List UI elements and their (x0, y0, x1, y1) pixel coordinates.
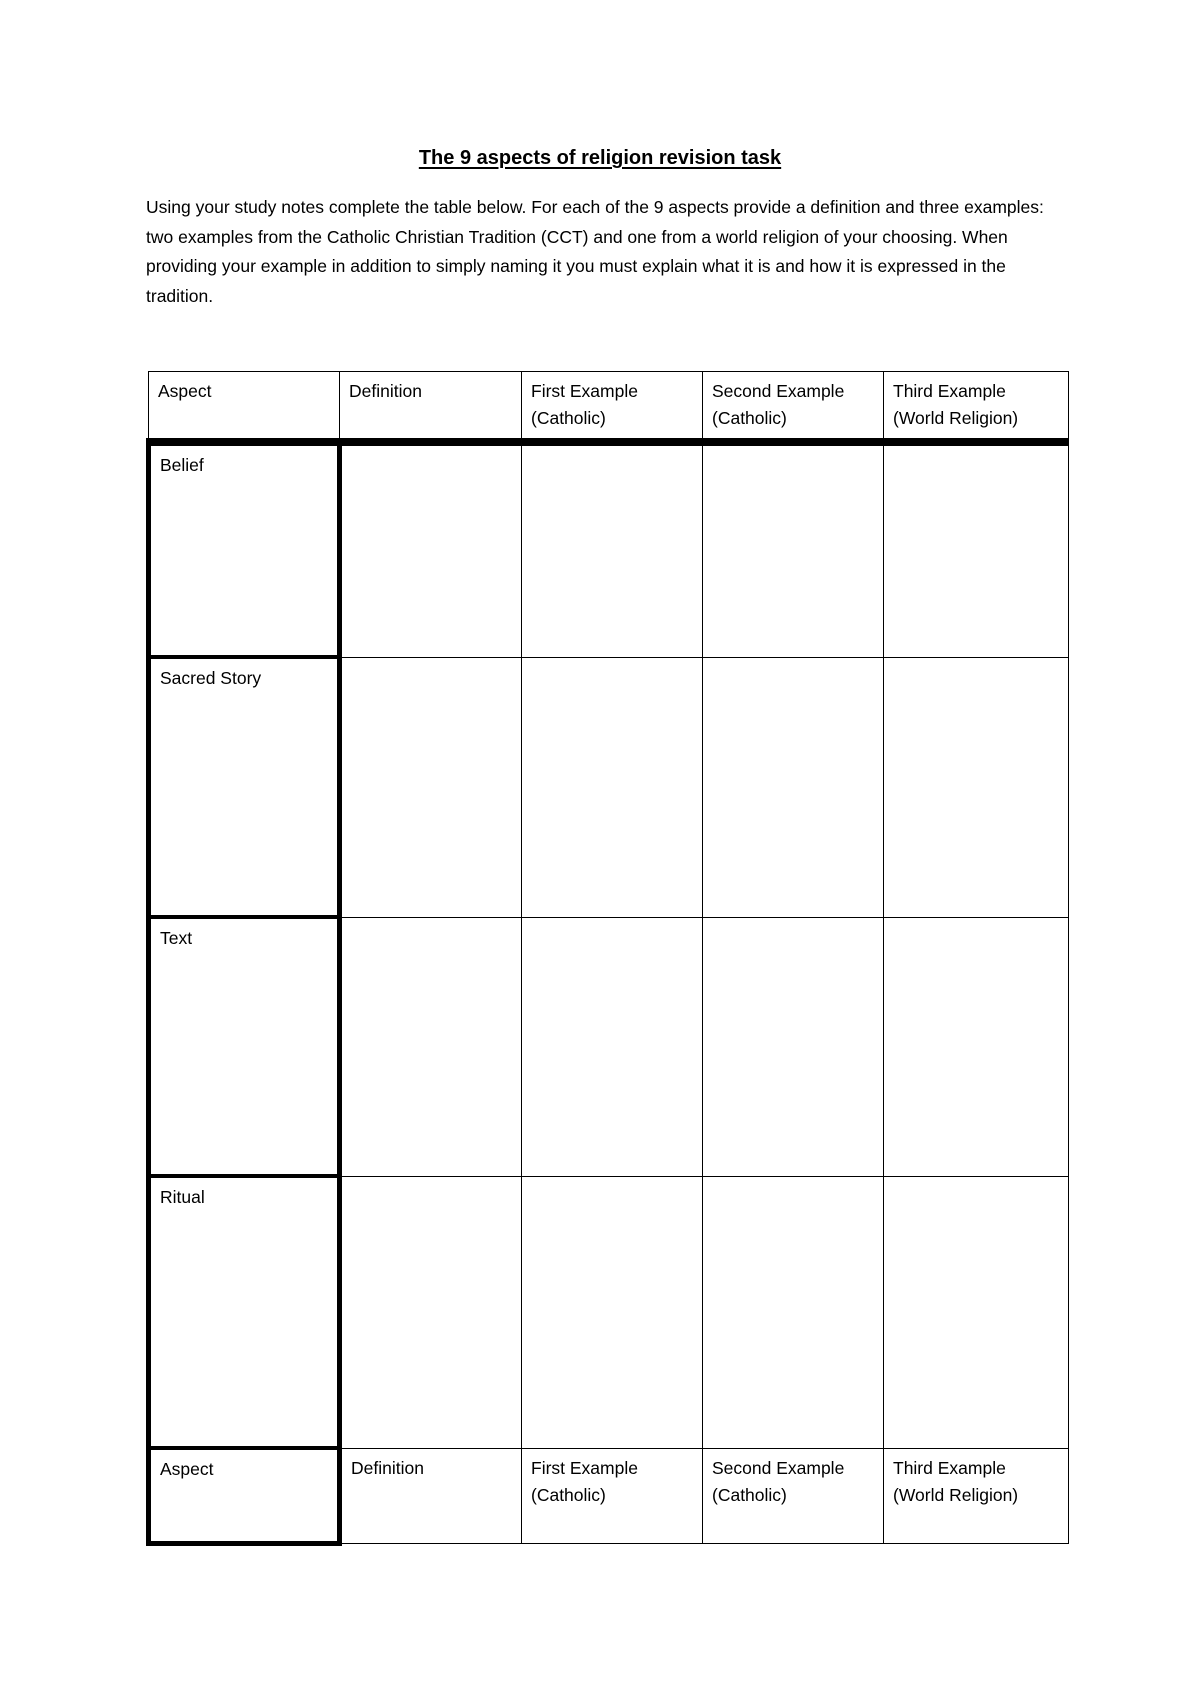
first-example-cell[interactable] (522, 1176, 703, 1448)
aspects-table (146, 371, 1069, 1546)
footer-third-example-line1: Third Example (893, 1457, 1006, 1478)
first-example-cell[interactable] (522, 917, 703, 1176)
header-first-example (522, 372, 703, 443)
table-row (149, 442, 1069, 657)
aspect-cell-text: Text (149, 917, 340, 1176)
header-third-example-line2: (World Religion) (893, 408, 1019, 428)
first-example-cell[interactable] (522, 442, 703, 657)
second-example-cell[interactable] (703, 917, 884, 1176)
header-third-example (884, 372, 1069, 443)
aspect-cell-sacred-story: Sacred Story (149, 657, 340, 917)
footer-header-definition: Definition (340, 1448, 522, 1543)
header-second-example-line2: (Catholic) (712, 408, 787, 428)
footer-second-example-line1: Second Example (712, 1457, 845, 1478)
header-first-example-line1: First Example (531, 381, 638, 401)
table-header-row (149, 372, 1069, 443)
table-row (149, 657, 1069, 917)
header-first-example-line2: (Catholic) (531, 408, 606, 428)
instructions-paragraph: Using your study notes complete the table below. For each of the 9 aspects provide a definition and three examples: two examples from the Catholic Christian Tradition (CCT) and one from a world religion of your choosing. When providing your example in addition to simply naming it you must explain what it is and how it is expressed in the tradition. (146, 197, 1044, 306)
third-example-cell[interactable] (884, 917, 1069, 1176)
header-third-example-line1: Third Example (893, 381, 1006, 401)
header-definition: Definition (340, 372, 522, 443)
table-row (149, 917, 1069, 1176)
definition-cell[interactable] (340, 1176, 522, 1448)
first-example-cell[interactable] (522, 657, 703, 917)
footer-first-example-line1: First Example (531, 1457, 638, 1478)
footer-header-first-example (522, 1448, 703, 1543)
definition-cell[interactable] (340, 917, 522, 1176)
third-example-cell[interactable] (884, 657, 1069, 917)
footer-header-aspect: Aspect (149, 1448, 340, 1543)
footer-header-third-example (884, 1448, 1069, 1543)
third-example-cell[interactable] (884, 1176, 1069, 1448)
page-title: The 9 aspects of religion revision task (418, 147, 782, 169)
second-example-cell[interactable] (703, 657, 884, 917)
second-example-cell[interactable] (703, 1176, 884, 1448)
footer-header-second-example (703, 1448, 884, 1543)
aspect-cell-ritual: Ritual (149, 1176, 340, 1448)
header-second-example-line1: Second Example (712, 381, 845, 401)
aspect-cell-belief: Belief (149, 442, 340, 657)
definition-cell[interactable] (340, 657, 522, 917)
table-footer-header-row (149, 1448, 1069, 1543)
header-aspect: Aspect (149, 372, 340, 443)
footer-second-example-line2: (Catholic) (712, 1484, 787, 1505)
second-example-cell[interactable] (703, 442, 884, 657)
definition-cell[interactable] (340, 442, 522, 657)
footer-third-example-line2: (World Religion) (893, 1484, 1019, 1505)
header-second-example (703, 372, 884, 443)
third-example-cell[interactable] (884, 442, 1069, 657)
table-row (149, 1176, 1069, 1448)
footer-first-example-line2: (Catholic) (531, 1484, 606, 1505)
